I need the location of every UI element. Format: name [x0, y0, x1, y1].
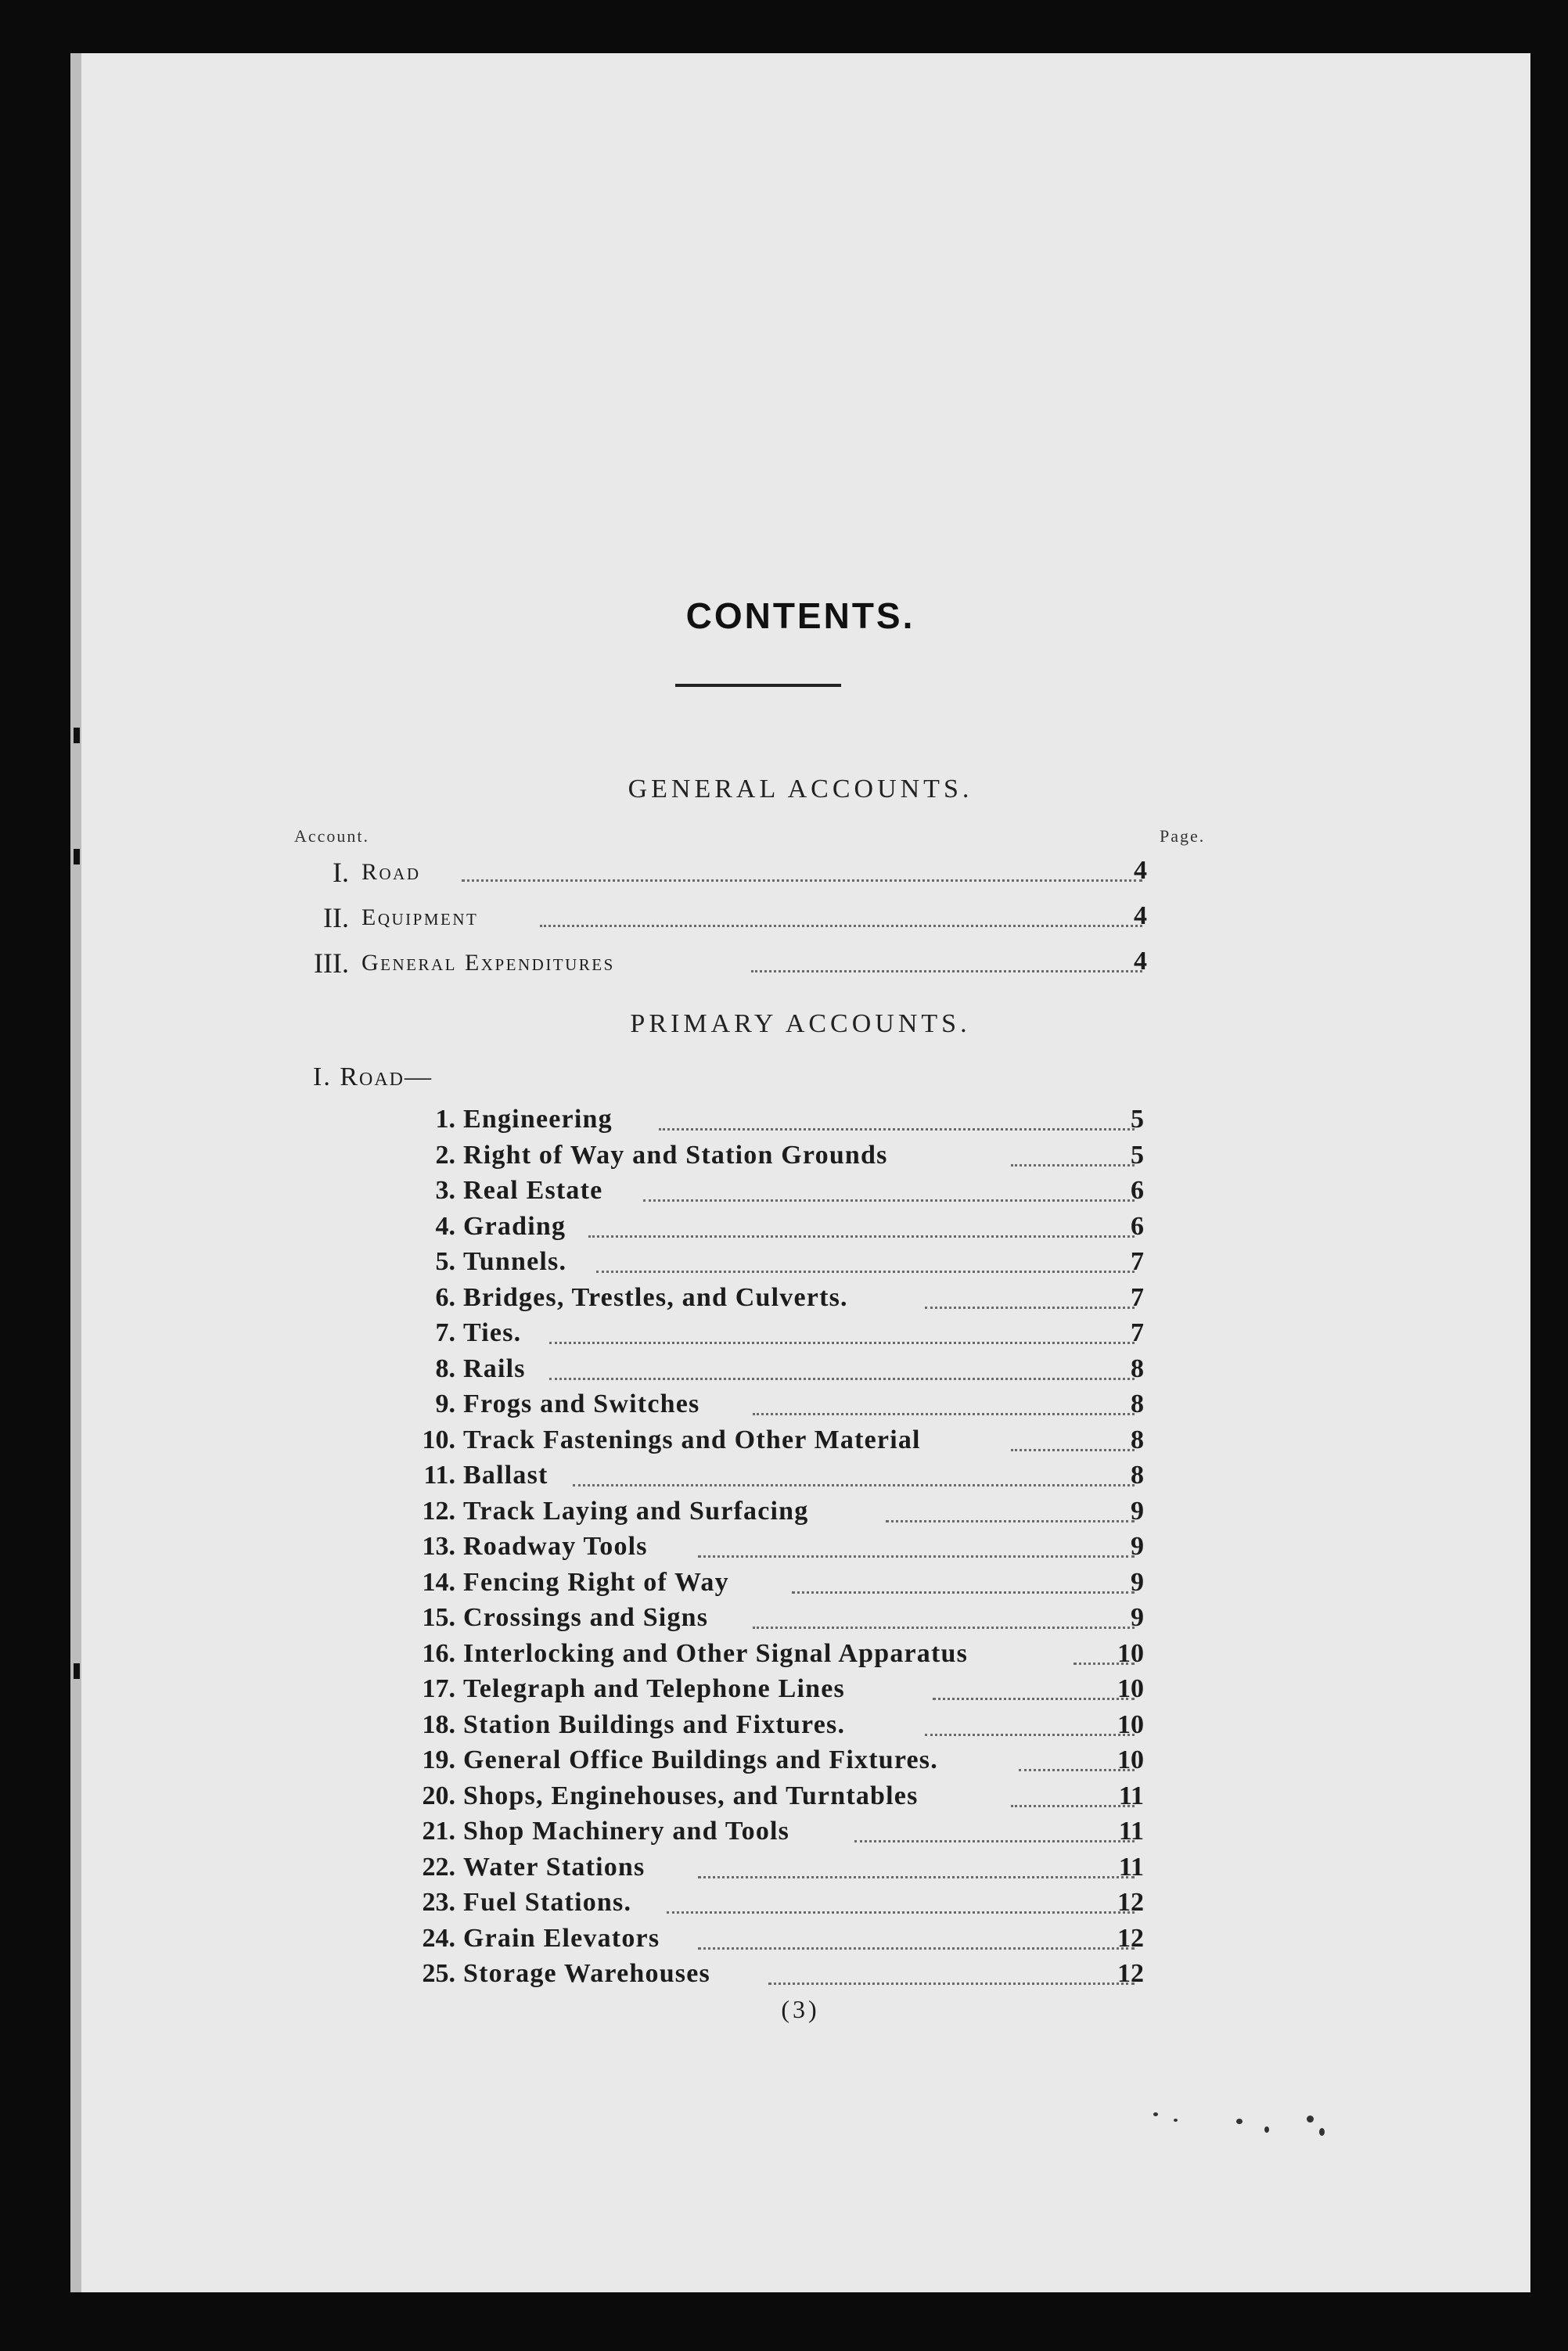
scan-speck: [1264, 2126, 1269, 2133]
primary-account-number: 3.: [435, 1176, 455, 1205]
general-account-number: III.: [314, 947, 349, 979]
dot-leader: [768, 1979, 1135, 1985]
primary-account-label: Real Estate: [463, 1176, 603, 1205]
primary-account-label: Telegraph and Telephone Lines: [463, 1674, 845, 1703]
general-account-page: 4: [1134, 947, 1147, 976]
primary-account-label: Fencing Right of Way: [463, 1568, 729, 1597]
general-account-page: 4: [1134, 901, 1147, 930]
primary-account-page: 10: [1117, 1710, 1144, 1739]
dot-leader: [792, 1588, 1135, 1594]
primary-account-page: 7: [1131, 1247, 1144, 1276]
primary-account-number: 9.: [435, 1389, 455, 1418]
primary-account-number: 8.: [435, 1354, 455, 1383]
primary-account-number: 13.: [422, 1532, 455, 1561]
dot-leader: [549, 1375, 1135, 1380]
dot-leader: [698, 1944, 1135, 1950]
primary-account-number: 4.: [435, 1212, 455, 1241]
dot-leader: [751, 967, 1142, 972]
primary-account-label: Grading: [463, 1212, 566, 1241]
primary-account-page: 12: [1117, 1888, 1144, 1917]
primary-account-label: Right of Way and Station Grounds: [463, 1141, 888, 1170]
primary-account-page: 9: [1131, 1532, 1144, 1561]
scan-speck: [1307, 2116, 1314, 2123]
primary-account-number: 11.: [423, 1461, 455, 1490]
primary-account-page: 9: [1131, 1568, 1144, 1597]
primary-account-label: Ties.: [463, 1318, 522, 1347]
primary-account-page: 12: [1117, 1959, 1144, 1988]
dot-leader: [540, 922, 1142, 927]
primary-account-label: Frogs and Switches: [463, 1389, 700, 1418]
primary-account-label: Crossings and Signs: [463, 1603, 709, 1632]
primary-account-page: 7: [1131, 1283, 1144, 1312]
primary-account-number: 6.: [435, 1283, 455, 1312]
general-account-number: II.: [323, 902, 349, 933]
primary-account-number: 24.: [422, 1924, 455, 1953]
page-column-header: Page.: [1160, 826, 1206, 846]
dot-leader: [549, 1339, 1135, 1344]
general-account-number: I.: [333, 857, 349, 888]
primary-account-page: 6: [1131, 1176, 1144, 1205]
primary-account-number: 15.: [422, 1603, 455, 1632]
primary-account-number: 23.: [422, 1888, 455, 1917]
scan-speck: [1153, 2112, 1158, 2116]
primary-account-label: Grain Elevators: [463, 1924, 660, 1953]
dot-leader: [462, 876, 1142, 882]
dot-leader: [854, 1837, 1135, 1842]
primary-account-label: Station Buildings and Fixtures.: [463, 1710, 846, 1739]
dot-leader: [659, 1125, 1135, 1131]
primary-account-number: 12.: [422, 1497, 455, 1526]
account-column-header: Account.: [294, 826, 370, 846]
primary-account-page: 10: [1117, 1674, 1144, 1703]
primary-account-label: Shop Machinery and Tools: [463, 1817, 790, 1846]
primary-account-page: 10: [1117, 1745, 1144, 1774]
primary-account-number: 10.: [422, 1425, 455, 1454]
primary-account-number: 1.: [435, 1105, 455, 1134]
road-subheading: I. Road—: [313, 1062, 433, 1091]
primary-account-page: 10: [1117, 1639, 1144, 1668]
primary-account-label: Water Stations: [463, 1853, 646, 1882]
scan-speck: [1174, 2119, 1178, 2122]
primary-account-page: 8: [1131, 1461, 1144, 1490]
dot-leader: [596, 1267, 1135, 1273]
primary-account-number: 2.: [435, 1141, 455, 1170]
primary-account-number: 18.: [422, 1710, 455, 1739]
primary-account-number: 7.: [435, 1318, 455, 1347]
primary-account-number: 21.: [422, 1817, 455, 1846]
dot-leader: [643, 1196, 1135, 1202]
primary-account-label: Track Laying and Surfacing: [463, 1497, 809, 1526]
scan-speck: [1236, 2119, 1243, 2124]
binding-edge: [70, 53, 81, 2292]
primary-account-page: 9: [1131, 1497, 1144, 1526]
primary-account-label: Track Fastenings and Other Material: [463, 1425, 921, 1454]
primary-account-number: 19.: [422, 1745, 455, 1774]
primary-account-page: 9: [1131, 1603, 1144, 1632]
dot-leader: [698, 1552, 1135, 1558]
primary-account-label: Fuel Stations.: [463, 1888, 632, 1917]
document-page: [70, 53, 1530, 2292]
primary-account-label: Roadway Tools: [463, 1532, 648, 1561]
primary-account-page: 12: [1117, 1924, 1144, 1953]
general-account-label: Equipment: [361, 904, 479, 930]
primary-account-page: 6: [1131, 1212, 1144, 1241]
primary-account-label: General Office Buildings and Fixtures.: [463, 1745, 938, 1774]
primary-account-number: 14.: [422, 1568, 455, 1597]
general-account-page: 4: [1134, 856, 1147, 885]
primary-account-label: Engineering: [463, 1105, 613, 1134]
dot-leader: [588, 1232, 1135, 1238]
page-title: CONTENTS.: [685, 595, 915, 636]
primary-account-page: 5: [1131, 1141, 1144, 1170]
binding-mark: [74, 849, 80, 865]
primary-account-page: 7: [1131, 1318, 1144, 1347]
primary-account-page: 8: [1131, 1425, 1144, 1454]
general-account-label: Road: [361, 859, 421, 885]
primary-account-label: Rails: [463, 1354, 526, 1383]
primary-account-number: 20.: [422, 1781, 455, 1810]
primary-account-label: Bridges, Trestles, and Culverts.: [463, 1283, 848, 1312]
binding-mark: [74, 1663, 80, 1679]
primary-account-label: Shops, Enginehouses, and Turntables: [463, 1781, 919, 1810]
primary-account-page: 8: [1131, 1354, 1144, 1383]
dot-leader: [753, 1623, 1135, 1629]
dot-leader: [698, 1873, 1135, 1878]
primary-account-number: 22.: [422, 1853, 455, 1882]
primary-accounts-heading: PRIMARY ACCOUNTS.: [630, 1009, 971, 1038]
dot-leader: [667, 1908, 1135, 1914]
primary-account-label: Interlocking and Other Signal Apparatus: [463, 1639, 969, 1668]
primary-account-number: 5.: [435, 1247, 455, 1276]
primary-account-label: Tunnels.: [463, 1247, 567, 1276]
primary-account-label: Storage Warehouses: [463, 1959, 710, 1988]
scan-speck: [1319, 2128, 1325, 2136]
title-rule: [675, 684, 841, 687]
dot-leader: [573, 1481, 1135, 1486]
primary-account-page: 8: [1131, 1389, 1144, 1418]
primary-account-number: 16.: [422, 1639, 455, 1668]
primary-account-page: 11: [1118, 1817, 1144, 1846]
primary-account-number: 17.: [422, 1674, 455, 1703]
primary-account-page: 11: [1118, 1853, 1144, 1882]
page-number: (3): [781, 1995, 820, 2023]
primary-account-number: 25.: [422, 1959, 455, 1988]
primary-account-label: Ballast: [463, 1461, 548, 1490]
primary-account-page: 5: [1131, 1105, 1144, 1134]
primary-account-page: 11: [1118, 1781, 1144, 1810]
binding-mark: [74, 728, 80, 743]
general-account-label: General Expenditures: [361, 950, 615, 976]
dot-leader: [753, 1410, 1135, 1415]
general-accounts-heading: GENERAL ACCOUNTS.: [628, 775, 973, 803]
